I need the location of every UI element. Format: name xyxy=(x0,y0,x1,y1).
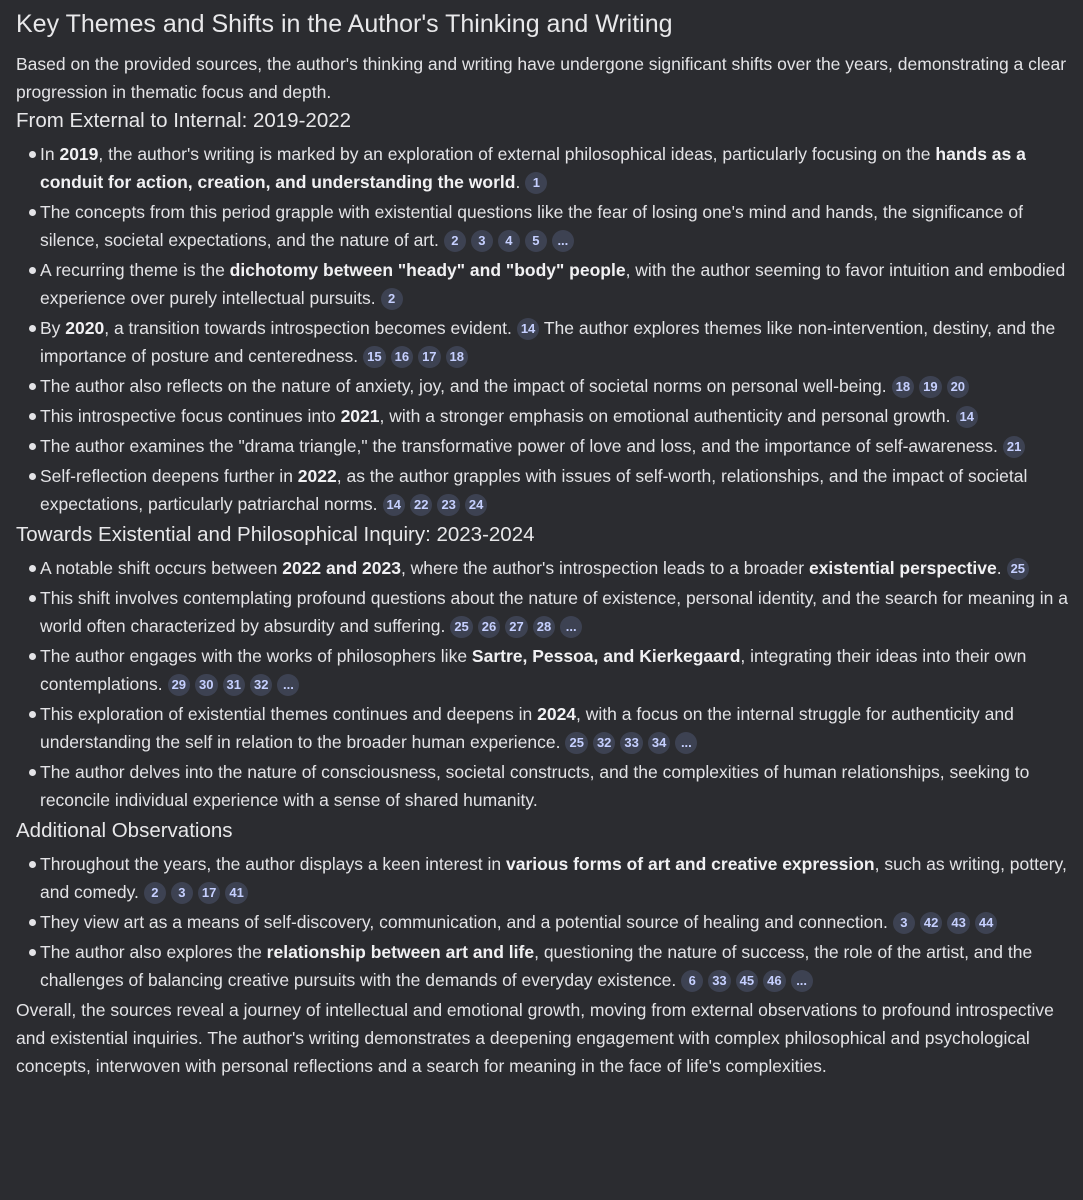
citation-chip[interactable]: 29 xyxy=(168,674,190,696)
citation-chip[interactable]: 46 xyxy=(763,970,785,992)
list-item: This introspective focus continues into 2021, with a stronger emphasis on emotional authenticity and personal growth. 14 xyxy=(16,402,1073,430)
bold-text: 2022 xyxy=(297,466,337,486)
citation-chip[interactable]: 25 xyxy=(450,616,472,638)
citation-chip[interactable]: 14 xyxy=(517,318,539,340)
citation-chip[interactable]: 28 xyxy=(533,616,555,638)
list-item: The concepts from this period grapple with existential questions like the fear of losing one's mind and hands, the significance of silence, societal expectations, and the nature of art. 2 3 4 5 ... xyxy=(16,198,1073,254)
list-item: The author examines the "drama triangle," the transformative power of love and loss, and the importance of self-awareness. 21 xyxy=(16,432,1073,460)
bold-text: 2022 and 2023 xyxy=(282,558,401,578)
citation-more-button[interactable]: ... xyxy=(560,616,582,638)
citation-chip[interactable]: 26 xyxy=(478,616,500,638)
bullet-list xyxy=(16,140,1073,518)
section-heading: From External to Internal: 2019-2022 xyxy=(16,109,352,132)
citation-chip[interactable]: 2 xyxy=(144,882,166,904)
bold-text: 2021 xyxy=(340,406,380,426)
citation-chip[interactable]: 20 xyxy=(947,376,969,398)
citation-chip[interactable]: 44 xyxy=(975,912,997,934)
list-item: The author also reflects on the nature of anxiety, joy, and the impact of societal norms on personal well-being. 18 19 20 xyxy=(16,372,1073,400)
list-item: This exploration of existential themes continues and deepens in 2024, with a focus on the internal struggle for authenticity and understanding the self in relation to the broader human experience. 25 32 33 34 ... xyxy=(16,700,1073,756)
citation-chip[interactable]: 2 xyxy=(381,288,403,310)
bold-text: Sartre, Pessoa, and Kierkegaard xyxy=(471,646,741,666)
list-item: A notable shift occurs between 2022 and 2023, where the author's introspection leads to a broader existential perspective. 25 xyxy=(16,554,1073,582)
citation-chip[interactable]: 18 xyxy=(892,376,914,398)
list-item: By 2020, a transition towards introspection becomes evident. 14 The author explores themes like non-intervention, destiny, and the importance of posture and centeredness. 15 16 17 18 xyxy=(16,314,1073,370)
bullet-list xyxy=(16,850,1073,994)
bold-text: 2020 xyxy=(65,318,105,338)
bold-text: dichotomy between "heady" and "body" people xyxy=(229,260,626,280)
citation-more-button[interactable]: ... xyxy=(277,674,299,696)
citation-more-button[interactable]: ... xyxy=(791,970,813,992)
citation-chip[interactable]: 32 xyxy=(250,674,272,696)
citation-chip[interactable]: 33 xyxy=(708,970,730,992)
citation-chip[interactable]: 33 xyxy=(620,732,642,754)
list-item: They view art as a means of self-discovery, communication, and a potential source of healing and connection. 3 42 43 44 xyxy=(16,908,1073,936)
citation-chip[interactable]: 27 xyxy=(505,616,527,638)
list-item: Self-reflection deepens further in 2022, as the author grapples with issues of self-worth, relationships, and the impact of societal expectations, particularly patriarchal norms. 14 22 23 24 xyxy=(16,462,1073,518)
citation-chip[interactable]: 1 xyxy=(525,172,547,194)
intro-paragraph: Based on the provided sources, the author's thinking and writing have undergone significant shifts over the years, demonstrating a clear progression in thematic focus and depth. xyxy=(16,54,1067,102)
list-item: A recurring theme is the dichotomy between "heady" and "body" people, with the author seeming to favor intuition and embodied experience over purely intellectual pursuits. 2 xyxy=(16,256,1073,312)
citation-chip[interactable]: 25 xyxy=(565,732,587,754)
citation-chip[interactable]: 23 xyxy=(437,494,459,516)
citation-chip[interactable]: 43 xyxy=(947,912,969,934)
bullet-list xyxy=(16,554,1073,814)
citation-chip[interactable]: 21 xyxy=(1003,436,1025,458)
citation-chip[interactable]: 18 xyxy=(446,346,468,368)
citation-chip[interactable]: 6 xyxy=(681,970,703,992)
citation-chip[interactable]: 3 xyxy=(893,912,915,934)
citation-chip[interactable]: 5 xyxy=(525,230,547,252)
citation-chip[interactable]: 31 xyxy=(223,674,245,696)
citation-chip[interactable]: 41 xyxy=(225,882,247,904)
section-heading: Additional Observations xyxy=(16,819,233,842)
list-item: The author also explores the relationship between art and life, questioning the nature of success, the role of the artist, and the challenges of balancing creative pursuits with the demands of everyday existence. 6 33 45 46 ... xyxy=(16,938,1073,994)
list-item: The author engages with the works of philosophers like Sartre, Pessoa, and Kierkegaard, integrating their ideas into their own contemplations. 29 30 31 32 ... xyxy=(16,642,1073,698)
bold-text: 2024 xyxy=(537,704,577,724)
citation-chip[interactable]: 4 xyxy=(498,230,520,252)
list-item: The author delves into the nature of consciousness, societal constructs, and the complexities of human relationships, seeking to reconcile individual experience with a sense of shared humanity. xyxy=(16,758,1073,814)
citation-chip[interactable]: 16 xyxy=(391,346,413,368)
citation-more-button[interactable]: ... xyxy=(552,230,574,252)
bold-text: existential perspective xyxy=(808,558,997,578)
citation-chip[interactable]: 17 xyxy=(198,882,220,904)
citation-chip[interactable]: 3 xyxy=(171,882,193,904)
citation-chip[interactable]: 14 xyxy=(956,406,978,428)
citation-chip[interactable]: 42 xyxy=(920,912,942,934)
bold-text: relationship between art and life xyxy=(266,942,535,962)
citation-chip[interactable]: 22 xyxy=(410,494,432,516)
bold-text: various forms of art and creative expression xyxy=(505,854,875,874)
citation-chip[interactable]: 3 xyxy=(471,230,493,252)
outro-paragraph: Overall, the sources reveal a journey of intellectual and emotional growth, moving from external observations to profound introspective and existential inquiries. The author's writing demonstrates a deepening engagement with complex philosophical and psychological concepts, interwoven with personal reflections and a search for meaning in the face of life's complexities. xyxy=(16,1000,1054,1076)
citation-chip[interactable]: 15 xyxy=(363,346,385,368)
citation-more-button[interactable]: ... xyxy=(675,732,697,754)
bold-text: 2019 xyxy=(59,144,99,164)
citation-chip[interactable]: 14 xyxy=(383,494,405,516)
sections-container xyxy=(16,106,1073,994)
citation-chip[interactable]: 32 xyxy=(593,732,615,754)
citation-chip[interactable]: 24 xyxy=(465,494,487,516)
citation-chip[interactable]: 30 xyxy=(195,674,217,696)
list-item: In 2019, the author's writing is marked by an exploration of external philosophical ideas, particularly focusing on the hands as a conduit for action, creation, and understanding the world. 1 xyxy=(16,140,1073,196)
citation-chip[interactable]: 19 xyxy=(919,376,941,398)
list-item: This shift involves contemplating profound questions about the nature of existence, personal identity, and the search for meaning in a world often characterized by absurdity and suffering. 25 26 27 28 ... xyxy=(16,584,1073,640)
bold-text: hands as a conduit for action, creation, and understanding the world xyxy=(40,144,1026,192)
list-item: Throughout the years, the author displays a keen interest in various forms of art and creative expression, such as writing, pottery, and comedy. 2 3 17 41 xyxy=(16,850,1073,906)
citation-chip[interactable]: 25 xyxy=(1007,558,1029,580)
citation-chip[interactable]: 34 xyxy=(648,732,670,754)
citation-chip[interactable]: 2 xyxy=(444,230,466,252)
section-heading: Towards Existential and Philosophical Inquiry: 2023-2024 xyxy=(16,523,535,546)
citation-chip[interactable]: 45 xyxy=(736,970,758,992)
citation-chip[interactable]: 17 xyxy=(418,346,440,368)
page-title: Key Themes and Shifts in the Author's Thinking and Writing xyxy=(16,10,673,38)
